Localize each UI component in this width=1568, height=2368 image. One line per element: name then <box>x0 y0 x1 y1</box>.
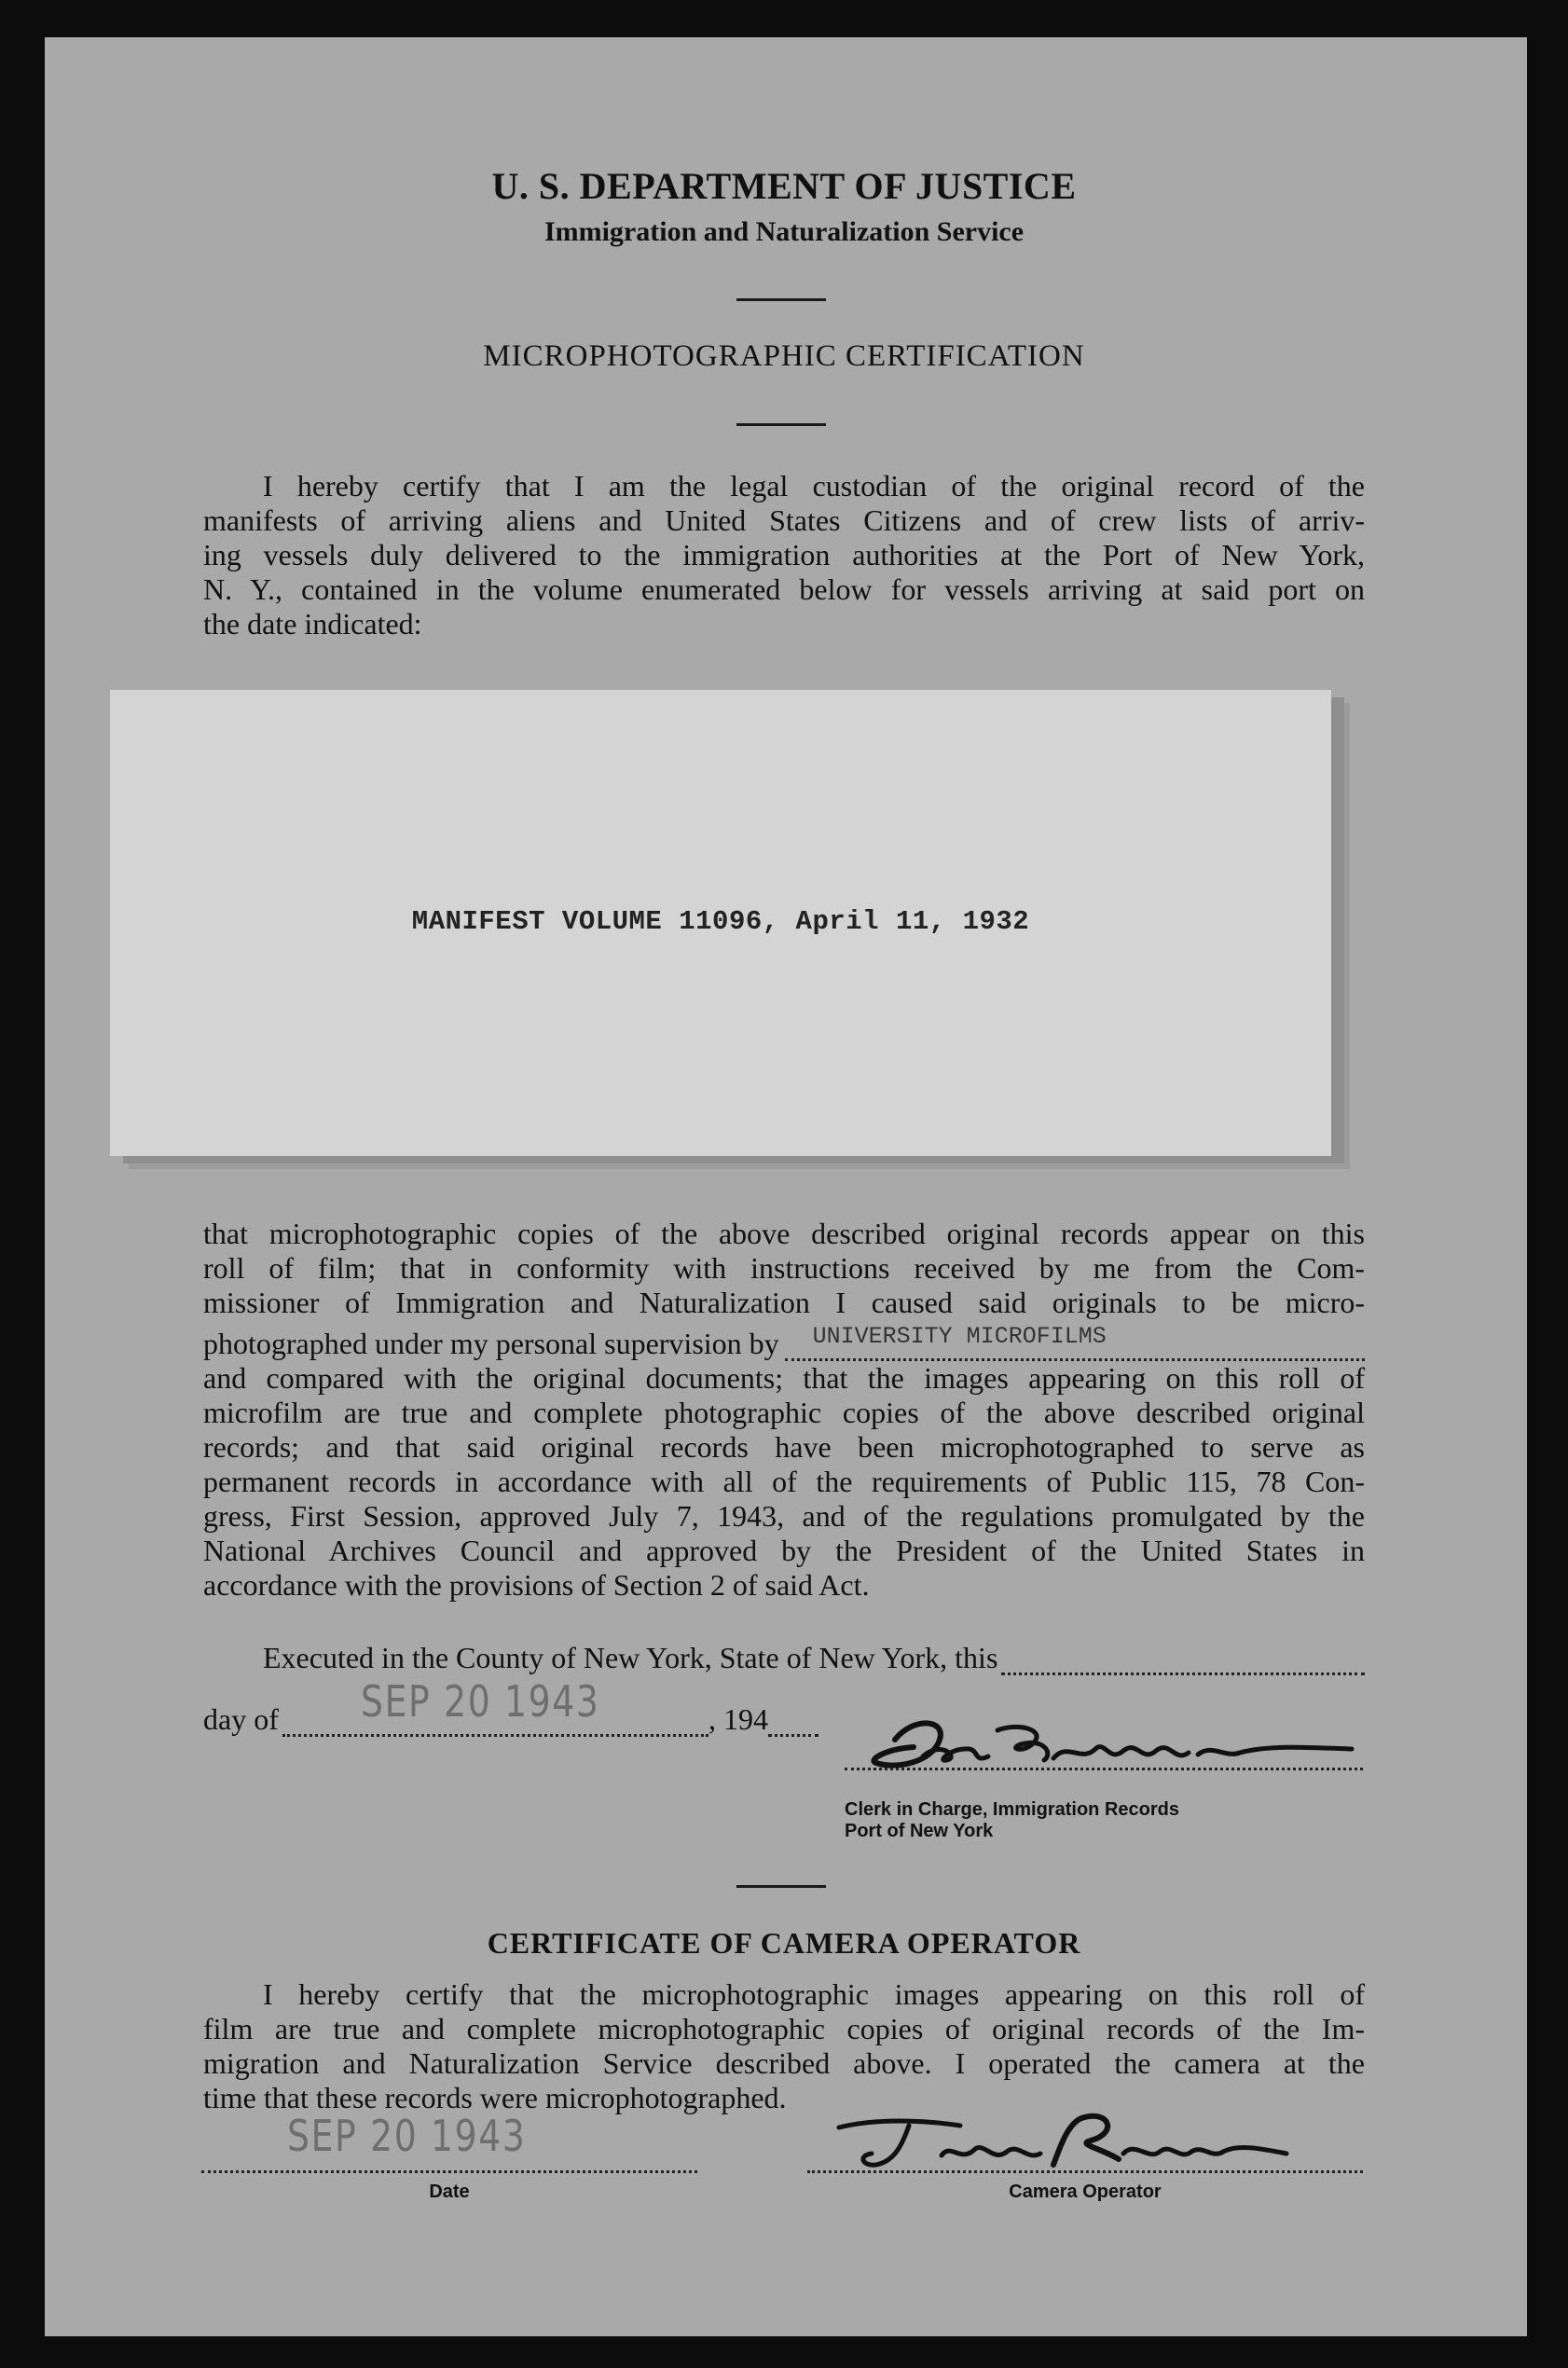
intro-paragraph <box>203 469 1365 641</box>
supervisor-typed-name: UNIVERSITY MICROFILMS <box>812 1323 1107 1350</box>
paragraph-line: records; and that said original records have been microphotographed to serve as <box>203 1430 1365 1464</box>
paragraph-line: microfilm are true and complete photographic copies of the above described original <box>203 1396 1365 1429</box>
operator-date-stamp: SEP 20 1943 <box>287 2111 527 2161</box>
paragraph-line: permanent records in accordance with all of the requirements of Public 115, 78 Con- <box>203 1465 1365 1498</box>
day-of-fill <box>282 1676 708 1737</box>
paragraph-line: the date indicated: <box>203 607 422 640</box>
paragraph-line: N. Y., contained in the volume enumerated below for vessels arriving at said port on <box>203 572 1365 606</box>
year-suffix: , 194 <box>708 1702 768 1736</box>
divider-rule <box>736 1885 826 1888</box>
paragraph-line: film are true and complete microphotographic copies of original records of the Im- <box>203 2012 1365 2045</box>
paragraph-line: and compared with the original documents; that the images appearing on this roll of <box>203 1361 1365 1395</box>
divider-rule <box>736 423 826 426</box>
paragraph-line: I hereby certify that I am the legal custodian of the original record of the <box>263 469 1365 503</box>
paragraph-line: roll of film; that in conformity with instructions received by me from the Com- <box>203 1251 1365 1285</box>
service-subtitle: Immigration and Naturalization Service <box>543 216 1025 247</box>
clerk-signature <box>858 1712 1361 1786</box>
clerk-title-line: Clerk in Charge, Immigration Records <box>845 1799 1179 1820</box>
supervisor-fill-line <box>785 1323 1365 1361</box>
paragraph-line: gress, First Session, approved July 7, 1943, and of the regulations promulgated by the <box>203 1499 1365 1533</box>
date-stamp: SEP 20 1943 <box>360 1676 600 1727</box>
day-of-label: day of <box>203 1702 279 1736</box>
divider-rule <box>736 298 826 301</box>
camera-operator-paragraph <box>203 1977 1365 2115</box>
camera-operator-label: Camera Operator <box>1009 2182 1162 2202</box>
date-label: Date <box>429 2182 470 2202</box>
paragraph-line: National Archives Council and approved by the President of the United States in <box>203 1534 1365 1567</box>
execution-day-fill <box>1001 1648 1365 1675</box>
camera-operator-heading: CERTIFICATE OF CAMERA OPERATOR <box>487 1926 1081 1960</box>
execution-line <box>263 1641 1365 1675</box>
certification-title: MICROPHOTOGRAPHIC CERTIFICATION <box>483 339 1085 373</box>
paragraph-line: I hereby certify that the microphotographic images appearing on this roll of <box>263 1977 1365 2011</box>
year-fill <box>768 1710 818 1737</box>
date-signature-line <box>201 2168 697 2173</box>
manifest-volume-text: MANIFEST VOLUME 11096, April 11, 1932 <box>411 906 1030 937</box>
paragraph-line: manifests of arriving aliens and United States Citizens and of crew lists of arriv- <box>203 503 1365 537</box>
paragraph-line: ing vessels duly delivered to the immigration authorities at the Port of New York, <box>203 538 1365 571</box>
paragraph-line: accordance with the provisions of Section 2 of said Act. <box>203 1568 870 1602</box>
supervision-prefix: photographed under my personal supervision by <box>203 1327 779 1360</box>
supervision-line <box>203 1320 1365 1361</box>
clerk-title <box>845 1799 1179 1842</box>
execution-text: Executed in the County of New York, State of New York, this <box>263 1641 998 1674</box>
body-paragraph <box>203 1217 1365 1603</box>
manifest-card <box>110 690 1331 1156</box>
paragraph-line: time that these records were microphotographed. <box>203 2081 787 2114</box>
operator-signature-line <box>807 2168 1363 2173</box>
paragraph-line: migration and Naturalization Service described above. I operated the camera at the <box>203 2046 1365 2080</box>
clerk-title-line: Port of New York <box>845 1821 994 1841</box>
paragraph-line: missioner of Immigration and Naturalization I caused said originals to be micro- <box>203 1286 1365 1319</box>
clerk-signature-line <box>845 1766 1363 1770</box>
department-title: U. S. DEPARTMENT OF JUSTICE <box>491 165 1077 207</box>
day-of-line <box>203 1676 818 1737</box>
paragraph-line: that microphotographic copies of the above described original records appear on this <box>203 1217 1365 1250</box>
